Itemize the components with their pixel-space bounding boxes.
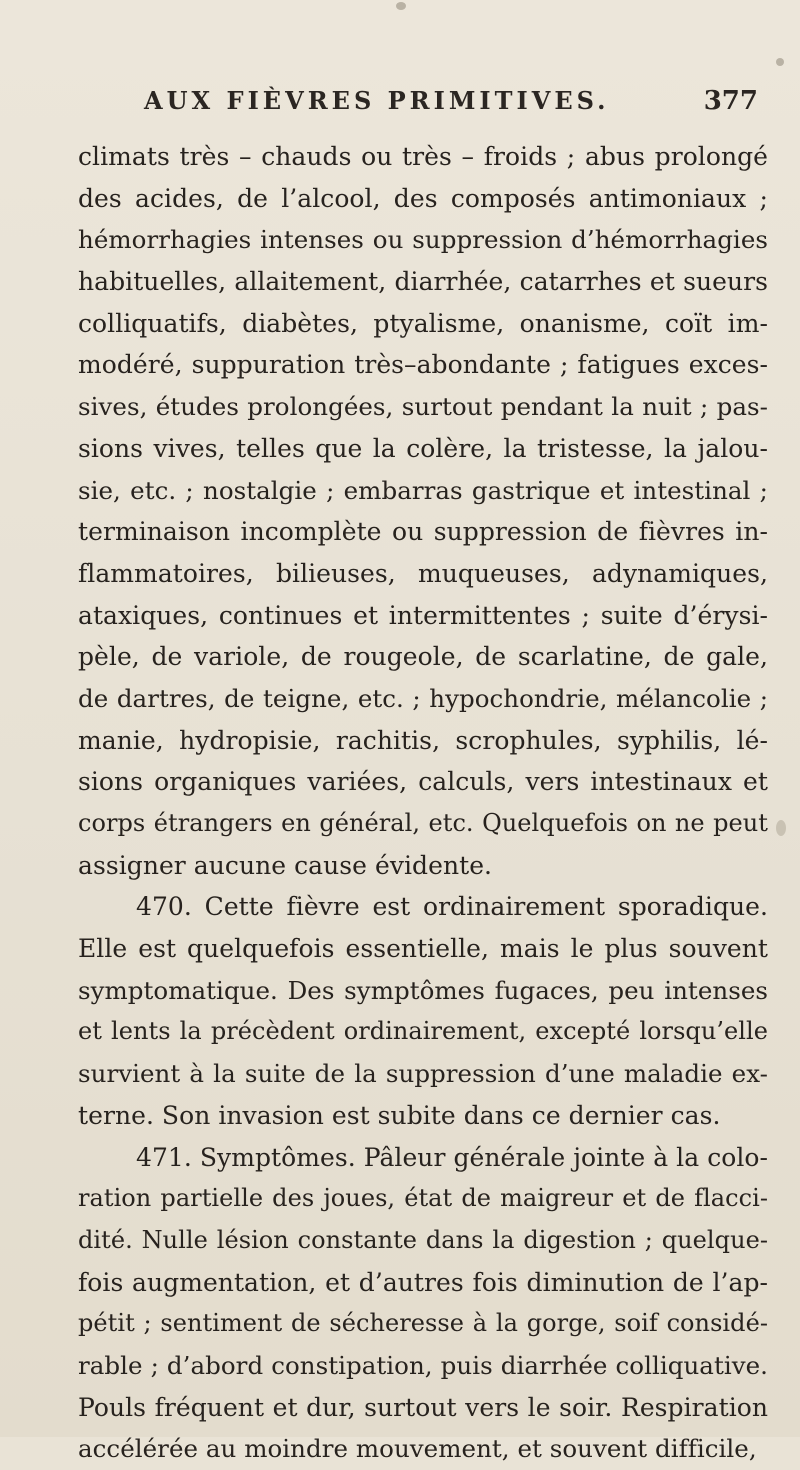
text-line: pétit ; sentiment de sécheresse à la gorge, soif considé- [78, 1309, 768, 1338]
text-line: habituelles, allaitement, diarrhée, catarrhes et sueurs [78, 267, 768, 297]
running-title: AUX FIÈVRES PRIMITIVES. [144, 86, 610, 115]
section-471-start: 471. Symptômes. Pâleur générale jointe à la colo- [136, 1142, 768, 1172]
paper-speck [776, 820, 786, 836]
paragraph-end-line: terne. Son invasion est subite dans ce dernier cas. [78, 1100, 721, 1130]
text-line: accélérée au moindre mouvement, et souvent difficile, [78, 1434, 757, 1464]
section-470-start: 470. Cette fièvre est ordinairement sporadique. [136, 892, 768, 922]
text-line: symptomatique. Des symptômes fugaces, peu intenses [78, 975, 768, 1005]
text-line: sions vives, telles que la colère, la tristesse, la jalou- [78, 433, 768, 463]
text-line: de dartres, de teigne, etc. ; hypochondrie, mélancolie ; [78, 683, 768, 713]
paper-speck [776, 58, 784, 66]
text-line: sives, études prolongées, surtout pendant la nuit ; pas- [78, 392, 768, 422]
text-line: rable ; d’abord constipation, puis diarrhée colliquative. [78, 1350, 768, 1380]
body-text [78, 136, 768, 1470]
text-line: dité. Nulle lésion constante dans la digestion ; quelque- [78, 1225, 768, 1254]
text-line: pèle, de variole, de rougeole, de scarlatine, de gale, [78, 642, 768, 672]
text-line: Elle est quelquefois essentielle, mais le plus souvent [78, 934, 768, 964]
text-line: flammatoires, bilieuses, muqueuses, adynamiques, [78, 558, 768, 588]
text-line: sions organiques variées, calculs, vers intestinaux et [78, 767, 768, 797]
text-line: ataxiques, continues et intermittentes ; suite d’érysi- [78, 600, 768, 630]
text-line: terminaison incomplète ou suppression de fièvres in- [78, 517, 768, 547]
page-number: 377 [703, 86, 758, 116]
text-line: climats très – chauds ou très – froids ; abus prolongé [78, 142, 768, 171]
text-line: Pouls fréquent et dur, surtout vers le soir. Respiration [78, 1392, 768, 1422]
text-line: hémorrhagies intenses ou suppression d’hémorrhagies [78, 225, 768, 255]
text-line: des acides, de l’alcool, des composés antimoniaux ; [78, 183, 768, 213]
text-line: modéré, suppuration très–abondante ; fatigues exces- [78, 350, 768, 380]
text-line: sie, etc. ; nostalgie ; embarras gastrique et intestinal ; [78, 475, 768, 505]
page-header [118, 86, 758, 126]
paper-speck [396, 2, 406, 10]
paragraph-end-line: assigner aucune cause évidente. [78, 850, 493, 880]
text-line: ration partielle des joues, état de maigreur et de flacci- [78, 1184, 768, 1213]
text-line: survient à la suite de la suppression d’une maladie ex- [78, 1059, 768, 1089]
text-line: fois augmentation, et d’autres fois diminution de l’ap- [78, 1267, 768, 1297]
text-line: colliquatifs, diabètes, ptyalisme, onanisme, coït im- [78, 308, 768, 338]
text-line: corps étrangers en général, etc. Quelquefois on ne peut [78, 809, 768, 837]
text-line: et lents la précèdent ordinairement, excepté lorsqu’elle [78, 1017, 768, 1046]
text-line: manie, hydropisie, rachitis, scrophules, syphilis, lé- [78, 725, 768, 755]
